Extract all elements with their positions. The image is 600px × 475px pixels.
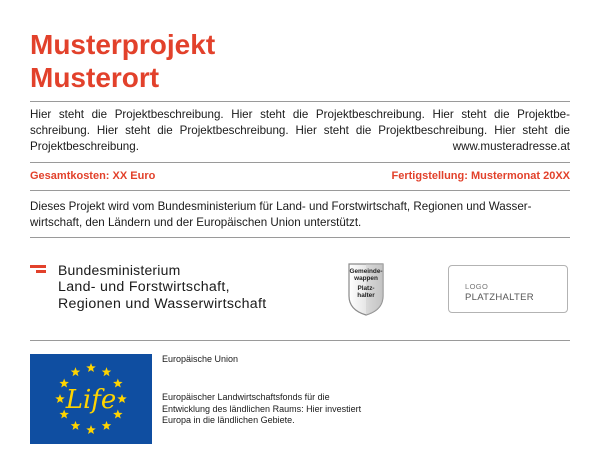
project-description: Hier steht die Projektbeschreibung. Hier steht die Projektbeschreibung. Hier steht die Projektbeschreibung. Hier steht die Projektbeschreibung. Hier steht die Projektbeschreibung. Hier steht die Projektbeschreibung. xyxy=(30,108,570,153)
crest-line4: halter xyxy=(357,292,375,299)
eu-fund-text: Europäischer Landwirtschaftsfonds für die Entwicklung des ländlichen Raums: Hier investiert Europa in die ländlichen Gebiete. xyxy=(162,392,362,425)
logo-placeholder-line1: LOGO xyxy=(465,282,489,291)
eu-star-icon xyxy=(71,367,81,376)
eu-star-icon xyxy=(71,421,81,430)
completion-date: Fertigstellung: Mustermonat 20XX xyxy=(391,170,570,182)
logo-placeholder-line2: PLATZHALTER xyxy=(465,292,534,303)
austria-flag-icon xyxy=(30,265,46,275)
eu-star-icon xyxy=(117,394,127,403)
project-title-line1: Musterprojekt xyxy=(30,29,216,60)
divider-facts-bottom xyxy=(30,190,570,191)
ministry-logo xyxy=(58,262,266,313)
crest-line3: Platz- xyxy=(357,285,375,292)
project-title xyxy=(30,28,570,94)
project-website[interactable]: www.musteradresse.at xyxy=(452,140,570,153)
eu-star-icon xyxy=(102,421,112,430)
divider-top xyxy=(30,101,570,102)
ministry-line3: Regionen und Wasserwirtschaft xyxy=(58,296,267,312)
project-title-line2: Musterort xyxy=(30,62,160,93)
eu-star-icon xyxy=(102,367,112,376)
municipal-crest-icon xyxy=(347,262,385,316)
ministry-line1: Bundesministerium xyxy=(58,262,181,278)
divider-eu-top xyxy=(30,340,570,341)
crest-line2: wappen xyxy=(354,275,378,282)
crest-line1: Gemeinde- xyxy=(349,268,383,275)
life-logo-word: Life xyxy=(65,385,117,415)
eu-flag-stars xyxy=(30,354,152,444)
logo-placeholder xyxy=(448,265,568,313)
total-cost: Gesamtkosten: XX Euro xyxy=(30,170,156,182)
divider-facts-top xyxy=(30,162,570,163)
eu-star-icon xyxy=(86,363,96,372)
funding-statement: Dieses Projekt wird vom Bundesministerium für Land- und Forstwirtschaft, Regionen und Wasserwirtschaft, den Ländern und der Europäischen Union unterstützt. xyxy=(30,200,532,229)
ministry-line2: Land- und Forstwirtschaft, xyxy=(58,279,230,295)
eu-heading: Europäische Union xyxy=(162,354,239,364)
divider-logos-top xyxy=(30,237,570,238)
eu-star-icon xyxy=(86,425,96,434)
eu-star-icon xyxy=(55,394,65,403)
eu-life-flag xyxy=(30,354,152,444)
crest-label xyxy=(347,268,385,299)
